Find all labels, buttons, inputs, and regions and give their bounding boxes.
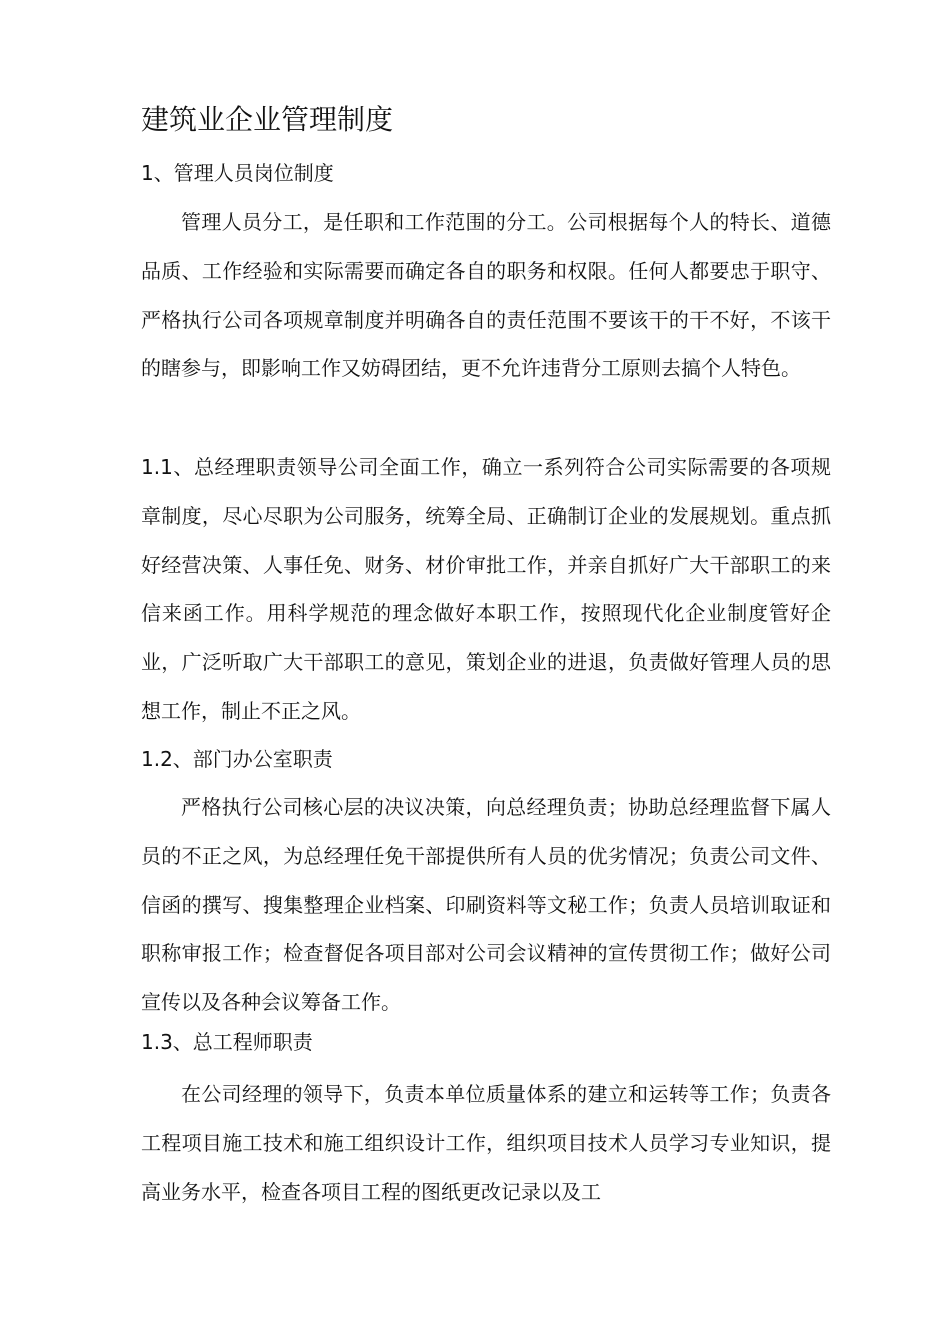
document-title: 建筑业企业管理制度 [141,103,394,136]
section-1-3-paragraph: 在公司经理的领导下，负责本单位质量体系的建立和运转等工作；负责各工程项目施工技术和施工组织设计工作，组织项目技术人员学习专业知识，提高业务水平，检查各项目工程的图纸更改记录以及工 [141,1082,831,1204]
section-1-3-heading: 1.3、总工程师职责 [141,1030,313,1054]
section-1-paragraph: 管理人员分工，是任职和工作范围的分工。公司根据每个人的特长、道德品质、工作经验和实际需要而确定各自的职务和权限。任何人都要忠于职守、严格执行公司各项规章制度并明确各自的责任范围不要该干的干不好，不该干的瞎参与，即影响工作又妨碍团结，更不允许违背分工原则去搞个人特色。 [141,210,831,381]
section-1-2-paragraph: 严格执行公司核心层的决议决策，向总经理负责；协助总经理监督下属人员的不正之风，为总经理任免干部提供所有人员的优劣情况；负责公司文件、信函的撰写、搜集整理企业档案、印刷资料等文秘工作；负责人员培训取证和职称审报工作；检查督促各项目部对公司会议精神的宣传贯彻工作；做好公司宣传以及各种会议筹备工作。 [141,795,831,1015]
section-1-2-heading: 1.2、部门办公室职责 [141,747,333,771]
section-1-1-paragraph: 1.1、总经理职责领导公司全面工作，确立一系列符合公司实际需要的各项规章制度，尽心尽职为公司服务，统筹全局、正确制订企业的发展规划。重点抓好经营决策、人事任免、财务、材价审批工作，并亲自抓好广大干部职工的来信来函工作。用科学规范的理念做好本职工作，按照现代化企业制度管好企业，广泛听取广大干部职工的意见，策划企业的进退，负责做好管理人员的思想工作，制止不正之风。 [141,455,831,723]
section-1-heading: 1、管理人员岗位制度 [141,161,334,185]
